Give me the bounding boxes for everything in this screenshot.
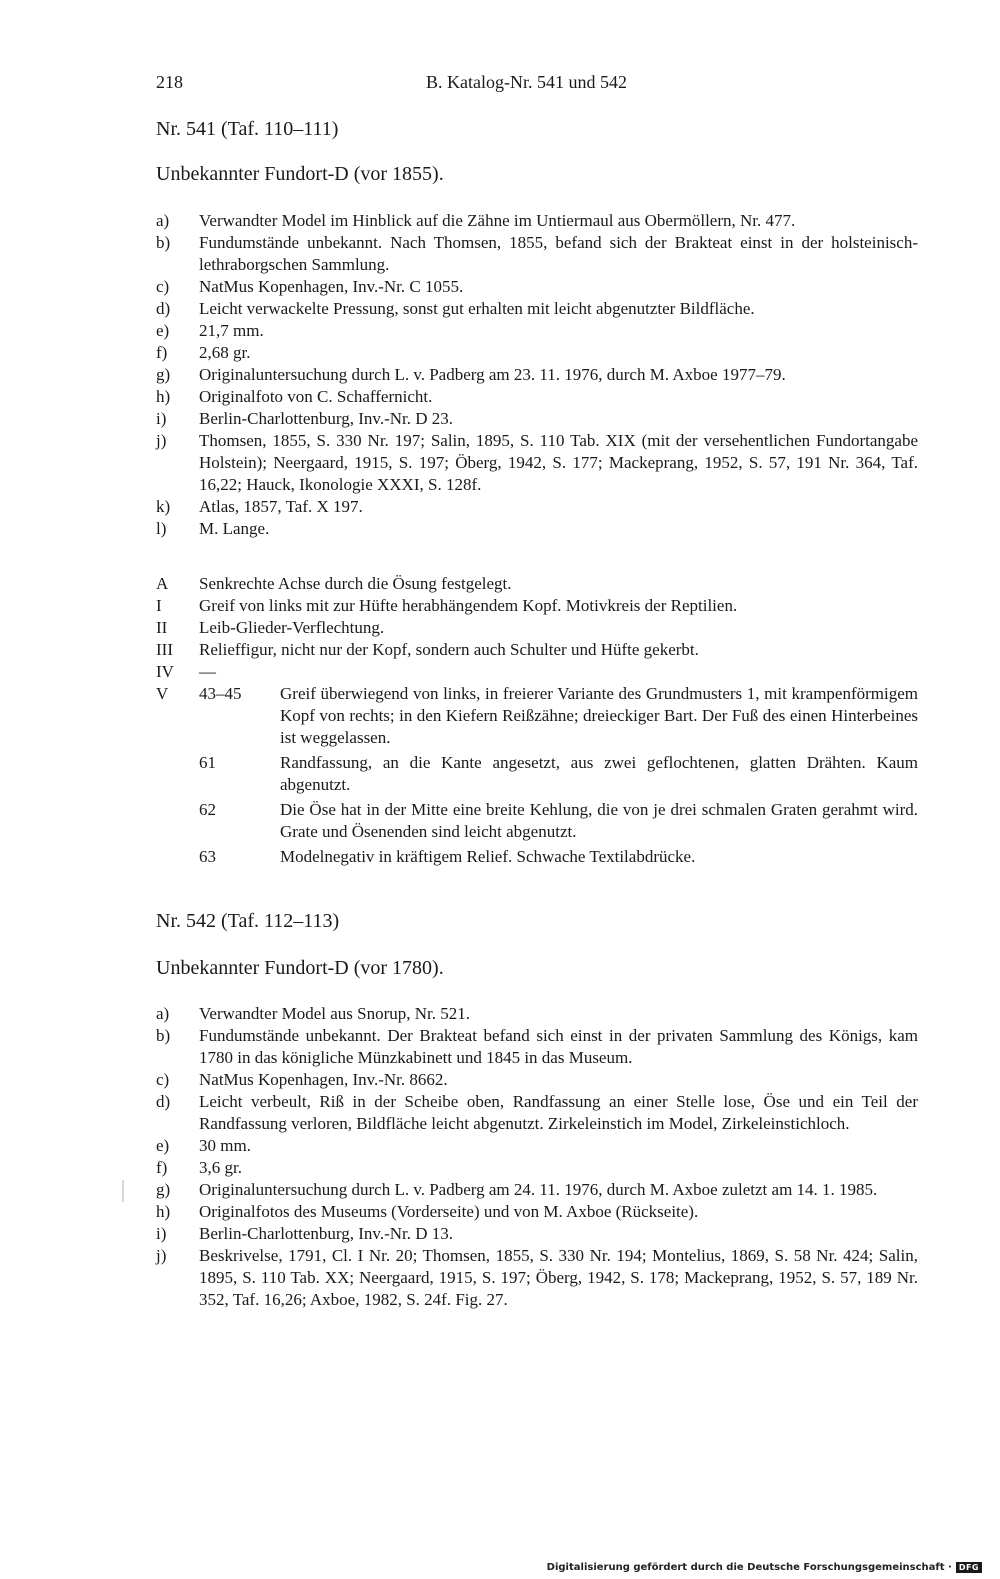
item-label: i)	[156, 409, 167, 428]
item-label: d)	[156, 1092, 171, 1111]
item-label: a)	[156, 211, 170, 230]
item-label: j)	[156, 1246, 167, 1265]
item-text: Relieffigur, nicht nur der Kopf, sondern auch Schulter und Hüfte gekerbt.	[199, 640, 699, 659]
page-number: 218	[156, 72, 183, 92]
item-text: Leicht verwackelte Pressung, sonst gut erhalten mit leicht abgenutzter Bildfläche.	[199, 299, 755, 318]
item-label: k)	[156, 497, 171, 516]
description-item-v	[156, 683, 918, 868]
list-item	[156, 210, 918, 232]
description-item	[156, 661, 918, 683]
item-text: 30 mm.	[199, 1136, 251, 1155]
detail-number: 63	[199, 847, 216, 866]
detail-text: Modelnegativ in kräftigem Relief. Schwache Textilabdrücke.	[280, 847, 696, 866]
entry-541-location: Unbekannter Fundort-D (vor 1855).	[156, 163, 444, 185]
detail-text: Greif überwiegend von links, in freierer Variante des Grundmusters 1, mit krampenförmigem Kopf von rechts; in den Kiefern Reißzähne; dreieckiger Bart. Der Fuß des einen Hinterbeines ist weggelassen.	[280, 684, 918, 747]
list-item	[156, 518, 918, 540]
entry-542-location: Unbekannter Fundort-D (vor 1780).	[156, 957, 444, 979]
list-item	[156, 1091, 918, 1135]
list-item	[156, 1003, 918, 1025]
digitization-footer	[547, 1562, 982, 1573]
list-item	[156, 320, 918, 342]
item-text: 3,6 gr.	[199, 1158, 242, 1177]
list-item	[156, 298, 918, 320]
item-label: c)	[156, 277, 170, 296]
detail-number: 43–45	[199, 684, 242, 703]
item-label: j)	[156, 431, 167, 450]
item-text: Beskrivelse, 1791, Cl. I Nr. 20; Thomsen, 1855, S. 330 Nr. 194; Montelius, 1869, S. 58 Nr. 424; Salin, 1895, S. 110 Tab. XX; Neergaard, 1915, S. 197; Öberg, 1942, S. 178; Mackeprang, 1952, S. 57, 189 Nr. 352, Taf. 16,26; Axboe, 1982, S. 24f. Fig. 27.	[199, 1246, 918, 1309]
item-label: i)	[156, 1224, 167, 1243]
item-label: V	[156, 684, 169, 703]
item-label: b)	[156, 233, 171, 252]
item-label: a)	[156, 1004, 170, 1023]
item-text: —	[199, 662, 216, 681]
item-label: l)	[156, 519, 167, 538]
list-item	[156, 1201, 918, 1223]
detail-number: 61	[199, 753, 216, 772]
item-text: M. Lange.	[199, 519, 270, 538]
dfg-logo: DFG	[956, 1562, 982, 1573]
item-text: Senkrechte Achse durch die Ösung festgelegt.	[199, 574, 512, 593]
item-label: f)	[156, 1158, 168, 1177]
item-text: Originalfoto von C. Schaffernicht.	[199, 387, 433, 406]
item-text: Atlas, 1857, Taf. X 197.	[199, 497, 363, 516]
item-label: g)	[156, 365, 171, 384]
item-text: 21,7 mm.	[199, 321, 264, 340]
item-text: Originaluntersuchung durch L. v. Padberg am 23. 11. 1976, durch M. Axboe 1977–79.	[199, 365, 786, 384]
entry-542-heading: Nr. 542 (Taf. 112–113)	[156, 910, 340, 932]
item-text: Fundumstände unbekannt. Der Brakteat befand sich einst in der privaten Sammlung des Königs, kam 1780 in das königliche Münzkabinett und 1845 in das Museum.	[199, 1026, 918, 1067]
description-item	[156, 595, 918, 617]
footer-text: Digitalisierung gefördert durch die Deutsche Forschungsgemeinschaft ·	[546, 1562, 952, 1573]
entry-542-items	[156, 1003, 918, 1311]
item-text: Leib-Glieder-Verflechtung.	[199, 618, 385, 637]
list-item	[156, 430, 918, 496]
list-item	[156, 1157, 918, 1179]
item-label: g)	[156, 1180, 171, 1199]
item-label: A	[156, 574, 169, 593]
item-label: c)	[156, 1070, 170, 1089]
scan-mark	[122, 1180, 124, 1202]
list-item	[156, 386, 918, 408]
running-title: B. Katalog-Nr. 541 und 542	[426, 72, 627, 92]
list-item	[156, 1135, 918, 1157]
item-text: Fundumstände unbekannt. Nach Thomsen, 1855, befand sich der Brakteat einst in der holsteinisch-lethraborgschen Sammlung.	[199, 233, 918, 274]
item-label: II	[156, 618, 168, 637]
entry-541-items	[156, 210, 918, 540]
list-item	[156, 342, 918, 364]
list-item	[156, 1179, 918, 1201]
detail-item	[156, 799, 918, 843]
item-text: Verwandter Model aus Snorup, Nr. 521.	[199, 1004, 471, 1023]
item-label: e)	[156, 321, 170, 340]
list-item	[156, 1245, 918, 1311]
item-text: Berlin-Charlottenburg, Inv.-Nr. D 23.	[199, 409, 454, 428]
item-label: h)	[156, 1202, 171, 1221]
item-text: Thomsen, 1855, S. 330 Nr. 197; Salin, 1895, S. 110 Tab. XIX (mit der versehentlichen Fundortangabe Holstein); Neergaard, 1915, S. 197; Öberg, 1942, S. 177; Mackeprang, 1952, S. 57, 191 Nr. 364, Taf. 16,22; Hauck, Ikonologie XXXI, S. 128f.	[199, 431, 918, 494]
list-item	[156, 232, 918, 276]
item-label: b)	[156, 1026, 171, 1045]
list-item	[156, 408, 918, 430]
item-text: Originalfotos des Museums (Vorderseite) und von M. Axboe (Rückseite).	[199, 1202, 699, 1221]
item-label: h)	[156, 387, 171, 406]
description-item	[156, 639, 918, 661]
list-item	[156, 496, 918, 518]
list-item	[156, 276, 918, 298]
item-label: IV	[156, 662, 174, 681]
item-label: III	[156, 640, 173, 659]
list-item	[156, 1223, 918, 1245]
detail-item	[156, 683, 918, 749]
item-label: d)	[156, 299, 171, 318]
item-text: NatMus Kopenhagen, Inv.-Nr. C 1055.	[199, 277, 464, 296]
item-text: NatMus Kopenhagen, Inv.-Nr. 8662.	[199, 1070, 448, 1089]
item-text: Berlin-Charlottenburg, Inv.-Nr. D 13.	[199, 1224, 454, 1243]
detail-text: Die Öse hat in der Mitte eine breite Kehlung, die von je drei schmalen Graten gerahmt wird. Grate und Ösenenden sind leicht abgenutzt.	[280, 800, 918, 841]
description-item	[156, 617, 918, 639]
item-text: Leicht verbeult, Riß in der Scheibe oben, Randfassung an einer Stelle lose, Öse und ein Teil der Randfassung verloren, Bildfläche leicht abgenutzt. Zirkeleinstich im Model, Zirkeleinstichloch.	[199, 1092, 918, 1133]
list-item	[156, 364, 918, 386]
item-label: e)	[156, 1136, 170, 1155]
detail-item	[156, 752, 918, 796]
detail-number: 62	[199, 800, 216, 819]
item-label: f)	[156, 343, 168, 362]
item-text: Originaluntersuchung durch L. v. Padberg am 24. 11. 1976, durch M. Axboe zuletzt am 14. 1. 1985.	[199, 1180, 878, 1199]
entry-541-description	[156, 573, 918, 871]
detail-text: Randfassung, an die Kante angesetzt, aus zwei geflochtenen, glatten Drähten. Kaum abgenutzt.	[280, 753, 918, 794]
item-text: Verwandter Model im Hinblick auf die Zähne im Untiermaul aus Obermöllern, Nr. 477.	[199, 211, 796, 230]
item-text: Greif von links mit zur Hüfte herabhängendem Kopf. Motivkreis der Reptilien.	[199, 596, 738, 615]
item-label: I	[156, 596, 162, 615]
list-item	[156, 1069, 918, 1091]
list-item	[156, 1025, 918, 1069]
entry-541-heading: Nr. 541 (Taf. 110–111)	[156, 118, 339, 140]
description-item	[156, 573, 918, 595]
item-text: 2,68 gr.	[199, 343, 251, 362]
detail-item	[156, 846, 918, 868]
